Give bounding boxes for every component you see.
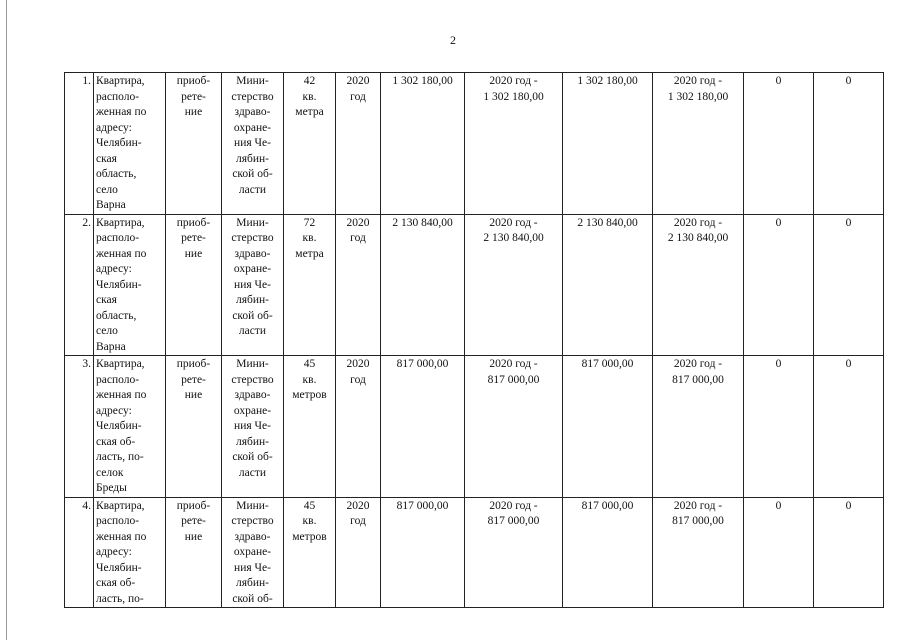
page-number: 2 — [450, 33, 456, 47]
cost-total-2: 817 000,00 — [563, 497, 653, 608]
value-a: 0 — [744, 214, 814, 356]
year: 2020 год — [336, 214, 381, 356]
area: 42 кв. метра — [284, 73, 336, 215]
year: 2020 год — [336, 497, 381, 608]
table-row — [65, 497, 884, 608]
customer: Мини- стерство здраво- охране- ния Че- лябин- ской об- ласти — [222, 214, 284, 356]
value-b: 0 — [814, 214, 884, 356]
object-description: Квартира, располо- женная по адресу: Челябин- ская область, село Варна — [94, 73, 166, 215]
row-number: 2. — [65, 214, 94, 356]
acquisition-type: приоб- рете- ние — [166, 73, 222, 215]
cost-total-2: 1 302 180,00 — [563, 73, 653, 215]
row-number: 3. — [65, 356, 94, 498]
area: 72 кв. метра — [284, 214, 336, 356]
row-number: 4. — [65, 497, 94, 608]
objects-table — [64, 72, 884, 608]
cost-by-year-2: 2020 год - 817 000,00 — [653, 497, 744, 608]
area: 45 кв. метров — [284, 356, 336, 498]
table-row — [65, 73, 884, 215]
acquisition-type: приоб- рете- ние — [166, 356, 222, 498]
acquisition-type: приоб- рете- ние — [166, 497, 222, 608]
cost-total: 1 302 180,00 — [381, 73, 465, 215]
cost-by-year: 2020 год - 2 130 840,00 — [465, 214, 563, 356]
row-number: 1. — [65, 73, 94, 215]
table-row — [65, 214, 884, 356]
object-description: Квартира, располо- женная по адресу: Челябин- ская об- ласть, по- селок Бреды — [94, 356, 166, 498]
value-b: 0 — [814, 497, 884, 608]
customer: Мини- стерство здраво- охране- ния Че- лябин- ской об- ласти — [222, 73, 284, 215]
cost-total-2: 2 130 840,00 — [563, 214, 653, 356]
object-description: Квартира, располо- женная по адресу: Челябин- ская об- ласть, по- — [94, 497, 166, 608]
year: 2020 год — [336, 356, 381, 498]
cost-by-year: 2020 год - 817 000,00 — [465, 356, 563, 498]
customer: Мини- стерство здраво- охране- ния Че- лябин- ской об- — [222, 497, 284, 608]
cost-by-year-2: 2020 год - 817 000,00 — [653, 356, 744, 498]
cost-by-year: 2020 год - 1 302 180,00 — [465, 73, 563, 215]
value-a: 0 — [744, 73, 814, 215]
acquisition-type: приоб- рете- ние — [166, 214, 222, 356]
value-a: 0 — [744, 497, 814, 608]
cost-total: 2 130 840,00 — [381, 214, 465, 356]
value-b: 0 — [814, 73, 884, 215]
value-b: 0 — [814, 356, 884, 498]
table-row — [65, 356, 884, 498]
scan-edge-line — [6, 0, 7, 640]
cost-total-2: 817 000,00 — [563, 356, 653, 498]
year: 2020 год — [336, 73, 381, 215]
value-a: 0 — [744, 356, 814, 498]
cost-by-year-2: 2020 год - 2 130 840,00 — [653, 214, 744, 356]
cost-total: 817 000,00 — [381, 356, 465, 498]
cost-by-year: 2020 год - 817 000,00 — [465, 497, 563, 608]
cost-total: 817 000,00 — [381, 497, 465, 608]
cost-by-year-2: 2020 год - 1 302 180,00 — [653, 73, 744, 215]
area: 45 кв. метров — [284, 497, 336, 608]
object-description: Квартира, располо- женная по адресу: Челябин- ская область, село Варна — [94, 214, 166, 356]
customer: Мини- стерство здраво- охране- ния Че- лябин- ской об- ласти — [222, 356, 284, 498]
